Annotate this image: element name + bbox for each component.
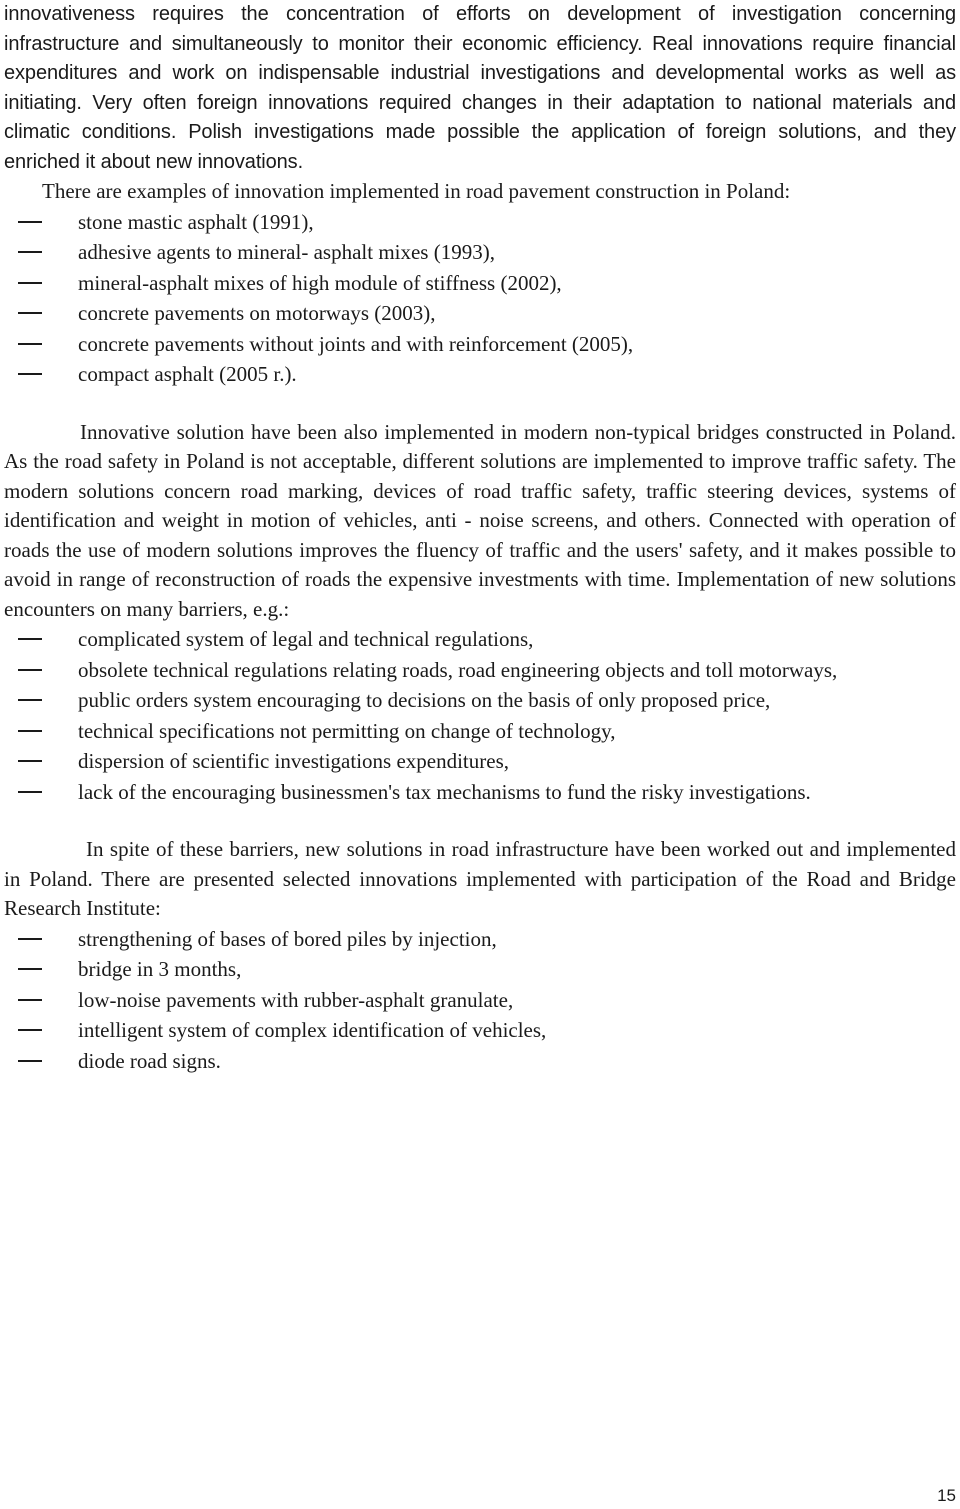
list-item: strengthening of bases of bored piles by injection, [4,924,956,955]
barriers-list [4,624,956,807]
list-item: technical specifications not permitting on change of technology, [4,716,956,747]
list-item: diode road signs. [4,1046,956,1077]
dash-bullet-icon [18,999,42,1001]
document-page [4,0,956,1076]
dash-bullet-icon [18,251,42,253]
dash-bullet-icon [18,221,42,223]
dash-bullet-icon [18,760,42,762]
dash-bullet-icon [18,373,42,375]
list-item: dispersion of scientific investigations expenditures, [4,746,956,777]
pavement-innovations-list [4,207,956,390]
list-item: bridge in 3 months, [4,954,956,985]
paragraph-barriers: Innovative solution have been also implemented in modern non-typical bridges constructed in Poland. As the road safety in Poland is not acceptable, different solutions are implemented to improve traffic safety. The modern solutions concern road marking, devices of road traffic safety, traffic steering devices, systems of identification and weight in motion of vehicles, anti - noise screens, and others. Connected with operation of roads the use of modern solutions improves the fluency of traffic and the users' safety, and it makes possible to avoid in range of reconstruction of roads the expensive investments with time. Implementation of new solutions encounters on many barriers, e.g.: [4,419,956,621]
list-item: compact asphalt (2005 r.). [4,359,956,390]
list-item: concrete pavements without joints and with reinforcement (2005), [4,329,956,360]
dash-bullet-icon [18,1029,42,1031]
dash-bullet-icon [18,638,42,640]
dash-bullet-icon [18,730,42,732]
selected-innovations-list [4,924,956,1077]
paragraph-examples-intro: There are examples of innovation implemented in road pavement construction in Poland: [42,179,791,203]
list-item: concrete pavements on motorways (2003), [4,298,956,329]
dash-bullet-icon [18,699,42,701]
dash-bullet-icon [18,968,42,970]
list-item: complicated system of legal and technical regulations, [4,624,956,655]
list-item: stone mastic asphalt (1991), [4,207,956,238]
dash-bullet-icon [18,312,42,314]
page-number: 15 [937,1486,956,1505]
list-item: public orders system encouraging to decisions on the basis of only proposed price, [4,685,956,716]
list-item: low-noise pavements with rubber-asphalt granulate, [4,985,956,1016]
list-item: adhesive agents to mineral- asphalt mixes (1993), [4,237,956,268]
list-item: mineral-asphalt mixes of high module of stiffness (2002), [4,268,956,299]
list-item: lack of the encouraging businessmen's tax mechanisms to fund the risky investigations. [4,777,956,808]
dash-bullet-icon [18,343,42,345]
list-item: intelligent system of complex identification of vehicles, [4,1015,956,1046]
list-item: obsolete technical regulations relating roads, road engineering objects and toll motorways, [4,655,956,686]
paragraph-intro: innovativeness requires the concentration of efforts on development of investigation concerning infrastructure and simultaneously to monitor their economic efficiency. Real innovations require financial expenditures and work on indispensable industrial investigations and developmental works as well as initiating. Very often foreign innovations required changes in their adaptation to national materials and climatic conditions. Polish investigations made possible the application of foreign solutions, and they enriched it about new innovations. [4,3,956,173]
dash-bullet-icon [18,282,42,284]
dash-bullet-icon [18,791,42,793]
dash-bullet-icon [18,1060,42,1062]
dash-bullet-icon [18,938,42,940]
dash-bullet-icon [18,669,42,671]
paragraph-selected-innovations: In spite of these barriers, new solutions in road infrastructure have been worked out and implemented in Poland. There are presented selected innovations implemented with participation of the Road and Bridge Research Institute: [4,837,956,920]
